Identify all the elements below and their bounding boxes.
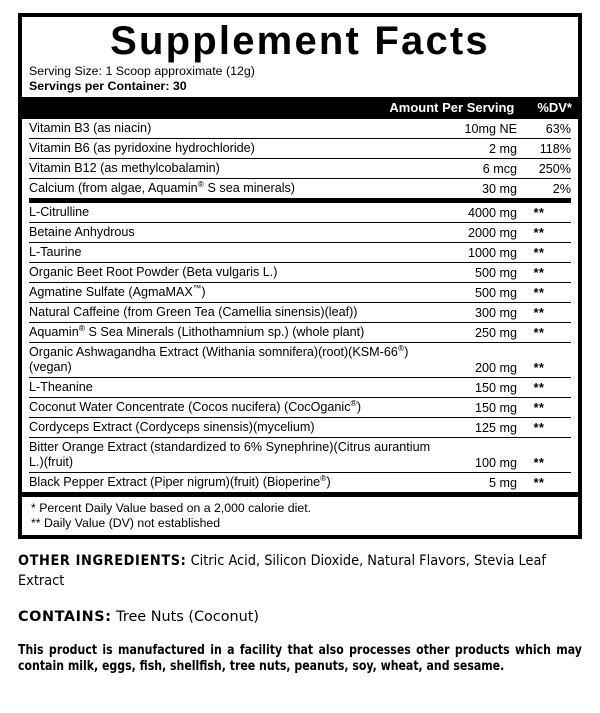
table-row	[29, 119, 571, 139]
table-row	[29, 323, 571, 343]
allergen-disclaimer: This product is manufactured in a facility that also processes other products which may contain milk, eggs, fish, shellfish, tree nuts, peanuts, soy, wheat, and sesame.	[18, 642, 582, 674]
table-row	[29, 201, 571, 223]
nutrient-dv: 2%	[517, 179, 571, 201]
ingredient-name: Aquamin® S Sea Minerals (Lithothamnium sp.) (whole plant)	[29, 323, 431, 343]
ingredient-dv: **	[517, 303, 571, 323]
nutrient-dv: 118%	[517, 139, 571, 159]
nutrient-name: Vitamin B6 (as pyridoxine hydrochloride)	[29, 139, 431, 159]
ingredient-amount: 4000 mg	[431, 201, 517, 223]
ingredient-dv: **	[517, 263, 571, 283]
table-row	[29, 179, 571, 201]
ingredient-amount: 2000 mg	[431, 223, 517, 243]
ingredient-dv: **	[517, 438, 571, 473]
contains-label: CONTAINS:	[18, 609, 112, 626]
dv-header-label: %DV*	[537, 100, 572, 116]
table-row	[29, 159, 571, 179]
table-row	[29, 303, 571, 323]
ingredient-amount: 250 mg	[431, 323, 517, 343]
nutrient-amount: 6 mcg	[431, 159, 517, 179]
ingredient-name: Betaine Anhydrous	[29, 223, 431, 243]
amount-header-label: Amount Per Serving	[389, 100, 515, 116]
ingredient-amount: 5 mg	[431, 473, 517, 493]
nutrient-name: Vitamin B3 (as niacin)	[29, 121, 152, 136]
ingredient-amount: 500 mg	[431, 283, 517, 303]
ingredient-amount: 150 mg	[431, 378, 517, 398]
label-body-text	[18, 539, 582, 675]
ingredient-amount: 1000 mg	[431, 243, 517, 263]
ingredient-amount: 100 mg	[431, 438, 517, 473]
amount-per-serving-header	[22, 97, 578, 119]
serving-size-line: Serving Size: 1 Scoop approximate (12g)	[29, 64, 255, 78]
nutrient-name: Vitamin B12 (as methylcobalamin)	[29, 159, 431, 179]
nutrient-amount: 30 mg	[431, 179, 517, 201]
ingredient-dv: **	[517, 398, 571, 418]
ingredient-name: Coconut Water Concentrate (Cocos nucifera) (CocOganic®)	[29, 398, 431, 418]
other-ingredients-section	[18, 552, 582, 591]
ingredient-amount: 300 mg	[431, 303, 517, 323]
table-row	[29, 473, 571, 493]
serving-info	[29, 64, 571, 97]
other-ingredients-label: OTHER INGREDIENTS:	[18, 553, 187, 570]
nutrient-amount: 10mg NE	[464, 122, 517, 137]
table-row	[29, 343, 571, 378]
servings-per-container-line: Servings per Container: 30	[29, 78, 187, 93]
ingredient-dv: **	[517, 323, 571, 343]
ingredient-name: Organic Beet Root Powder (Beta vulgaris L.)	[29, 263, 431, 283]
nutrient-dv: 250%	[517, 159, 571, 179]
footnotes	[22, 492, 578, 535]
table-row	[29, 283, 571, 303]
ingredient-dv: **	[517, 243, 571, 263]
ingredient-name: L-Theanine	[29, 378, 431, 398]
table-row	[29, 378, 571, 398]
ingredient-name: Cordyceps Extract (Cordyceps sinensis)(mycelium)	[29, 418, 431, 438]
ingredient-name: L-Taurine	[29, 243, 431, 263]
ingredient-name: L-Citrulline	[29, 201, 431, 223]
contains-value: Tree Nuts (Coconut)	[116, 609, 260, 626]
table-row	[29, 438, 571, 473]
supplement-facts-label	[0, 13, 600, 713]
ingredient-name: Black Pepper Extract (Piper nigrum)(fruit) (Bioperine®)	[29, 473, 431, 493]
ingredient-amount: 500 mg	[431, 263, 517, 283]
table-row	[29, 418, 571, 438]
ingredient-dv: **	[517, 343, 571, 378]
ingredient-amount: 150 mg	[431, 398, 517, 418]
ingredient-name: Agmatine Sulfate (AgmaMAX™)	[29, 283, 431, 303]
nutrient-amount: 2 mg	[431, 139, 517, 159]
footnote-percent-dv: * Percent Daily Value based on a 2,000 calorie diet.	[31, 501, 312, 516]
contains-section	[18, 608, 582, 628]
ingredient-dv: **	[517, 473, 571, 493]
table-row	[29, 263, 571, 283]
ingredient-dv: **	[517, 223, 571, 243]
ingredient-dv: **	[517, 418, 571, 438]
ingredient-dv: **	[517, 283, 571, 303]
ingredient-name: Organic Ashwagandha Extract (Withania somnifera)(root)(KSM-66®) (vegan)	[29, 343, 431, 378]
table-row	[29, 243, 571, 263]
page-title: Supplement Facts	[110, 19, 490, 63]
table-row	[29, 398, 571, 418]
table-row	[29, 139, 571, 159]
ingredient-dv: **	[517, 201, 571, 223]
nutrients-table-body	[29, 119, 571, 492]
ingredient-amount: 125 mg	[431, 418, 517, 438]
ingredient-name: Natural Caffeine (from Green Tea (Camellia sinensis)(leaf))	[29, 303, 431, 323]
footnote-dv-not-established: ** Daily Value (DV) not established	[31, 516, 221, 531]
ingredient-name: Bitter Orange Extract (standardized to 6% Synephrine)(Citrus aurantium L.)(fruit)	[29, 438, 431, 473]
ingredient-amount: 200 mg	[431, 343, 517, 378]
supplement-facts-panel	[18, 13, 582, 539]
other-ingredients-value: Citric Acid, Silicon Dioxide, Natural Flavors, Stevia Leaf Extract	[18, 553, 546, 589]
nutrient-name: Calcium (from algae, Aquamin® S sea minerals)	[29, 179, 431, 201]
nutrients-table	[29, 119, 571, 492]
table-row	[29, 223, 571, 243]
ingredient-dv: **	[517, 378, 571, 398]
nutrient-dv: 63%	[545, 122, 571, 137]
